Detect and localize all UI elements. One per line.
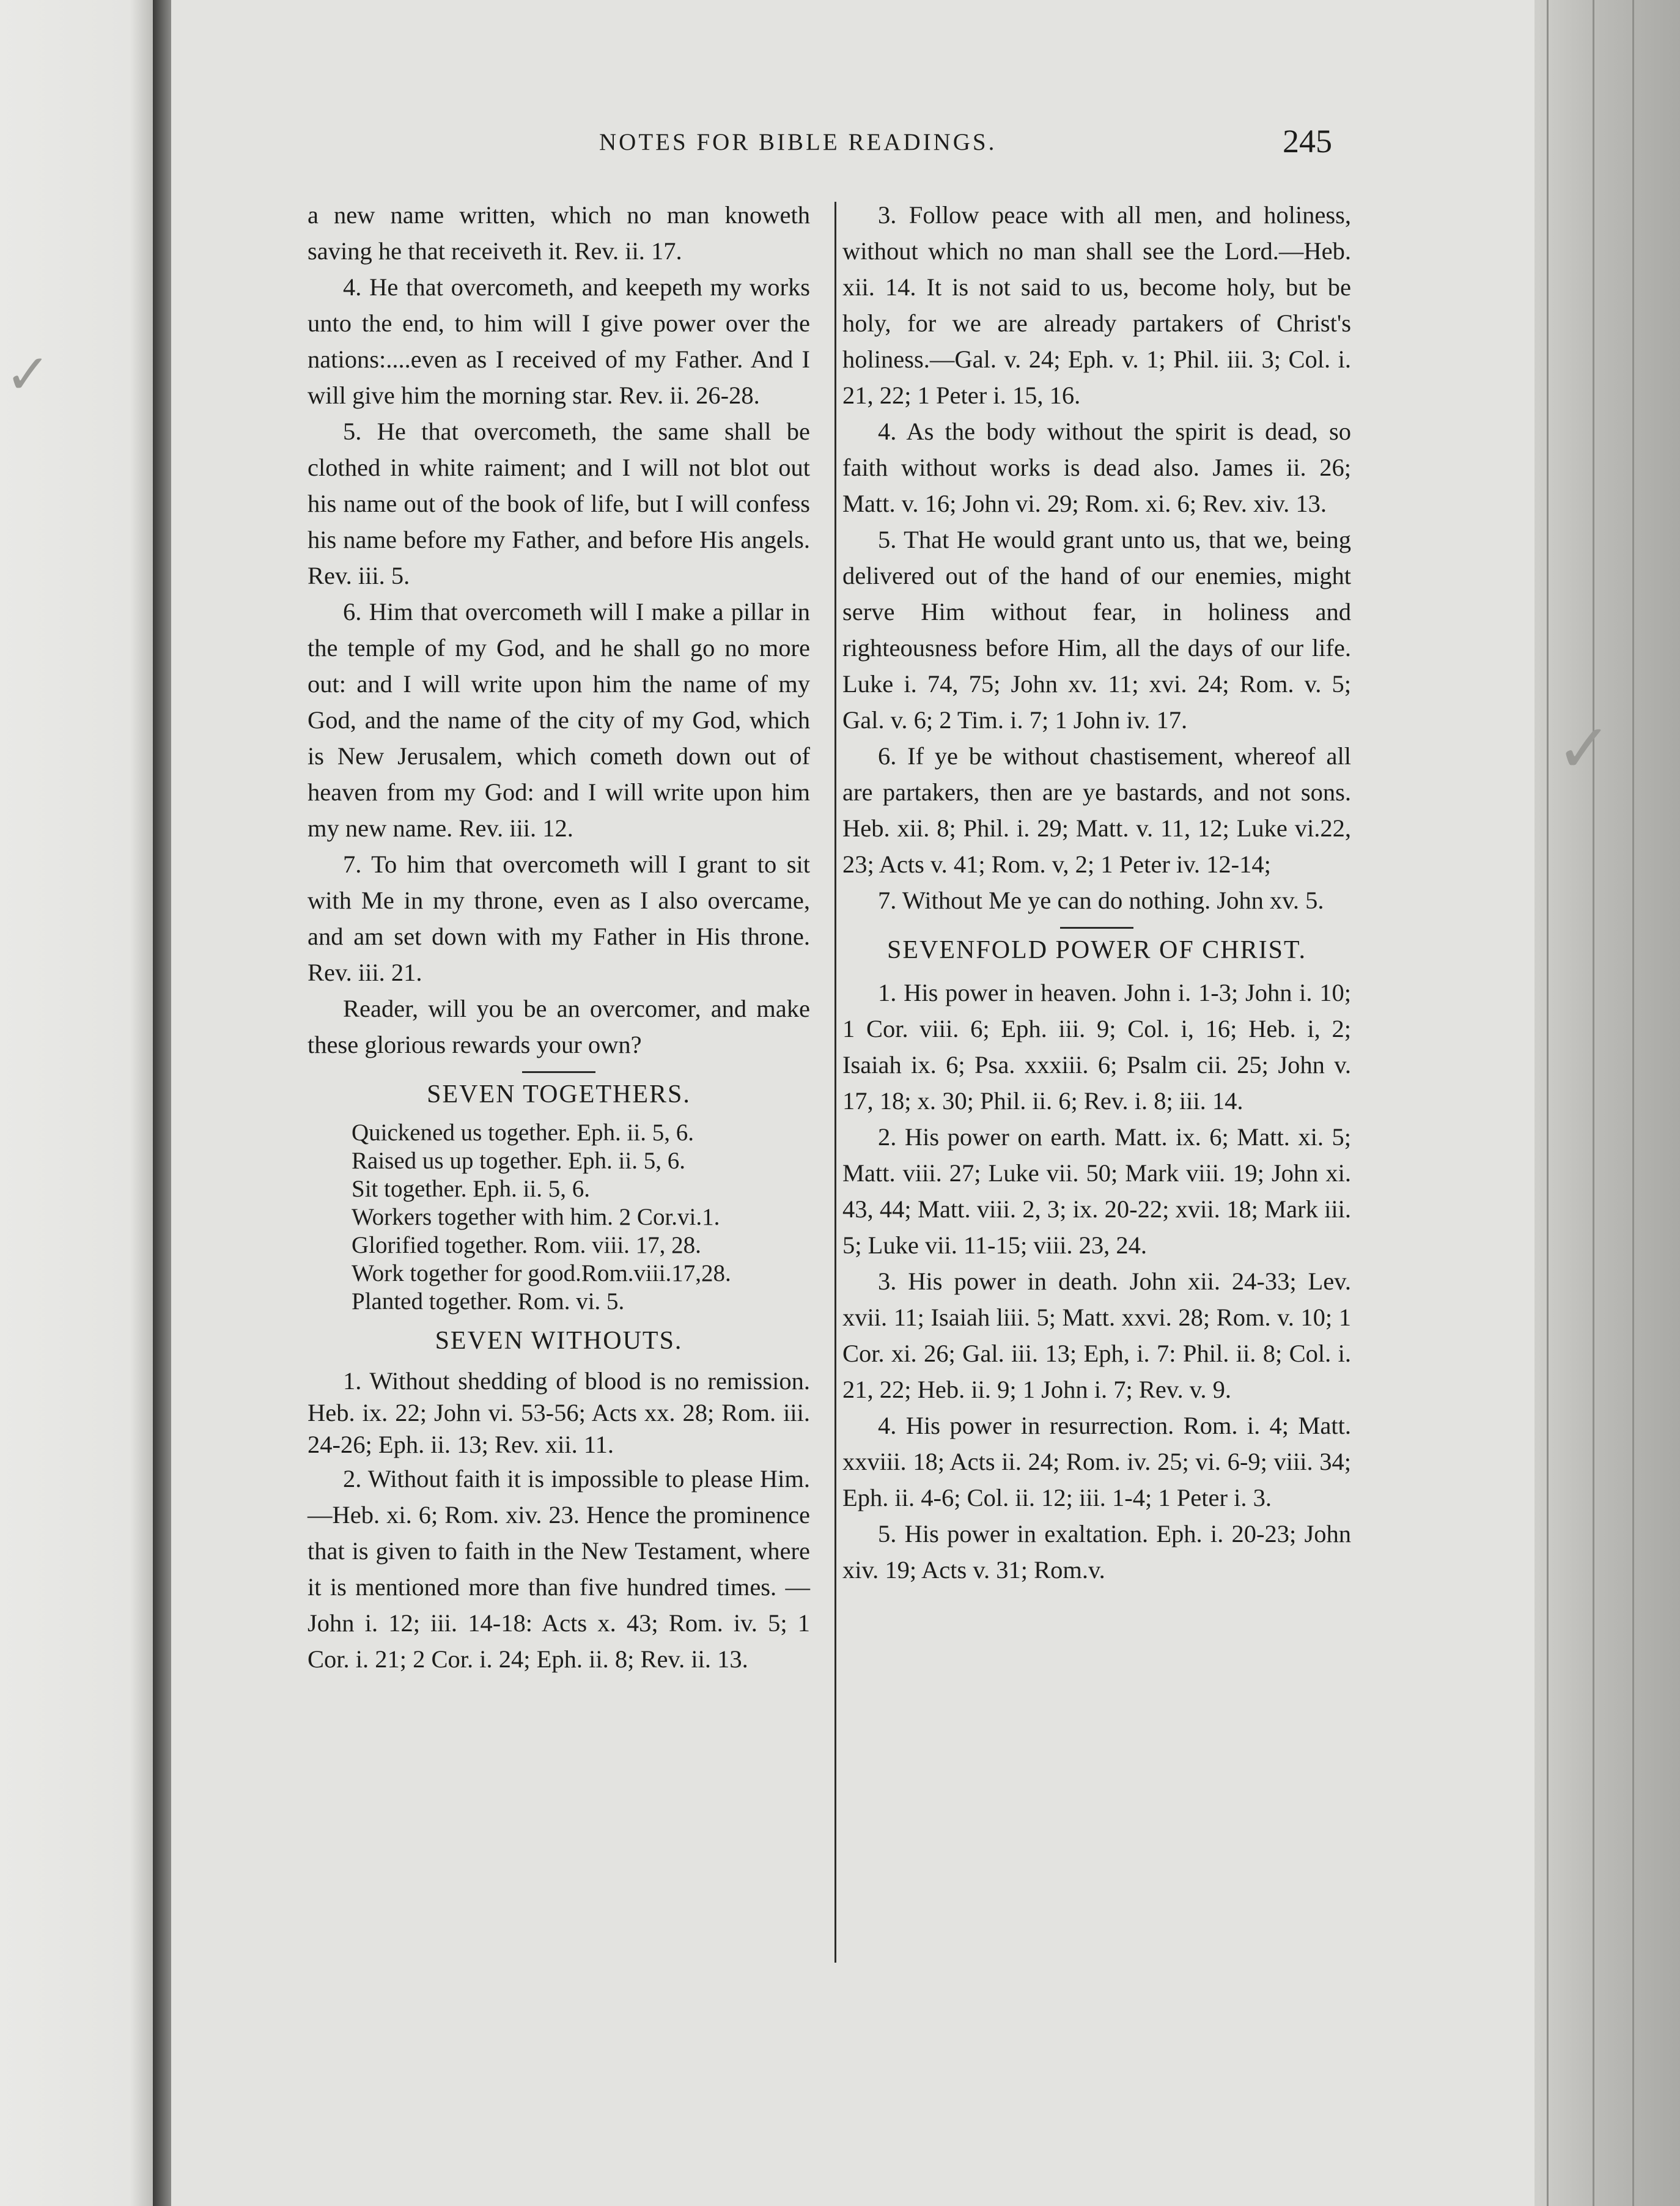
paragraph: Reader, will you be an overcomer, and make these glorious rewards your own? — [308, 995, 810, 1058]
paragraph: 4. As the body without the spirit is dead, so faith without works is dead also. James ii. 26; Matt. v. 16; John vi. 29; Rom. xi. 6; Rev. xiv. 13. — [842, 418, 1351, 517]
list-item: Work together for good.Rom.viii.17,28. — [352, 1260, 731, 1286]
paragraph: 3. Follow peace with all men, and holiness, without which no man shall see the Lord.—Heb. xii. 14. It is not said to us, become holy, but be holy, for we are already partakers of Christ's holiness.—Gal. v. 24; Eph. v. 1; Phil. iii. 3; Col. i. 21, 22; 1 Peter i. 15, 16. — [842, 201, 1351, 409]
list-item: Planted together. Rom. vi. 5. — [352, 1288, 625, 1315]
page-number: 245 — [1283, 123, 1332, 160]
paragraph: 1. His power in heaven. John i. 1-3; John i. 10; 1 Cor. viii. 6; Eph. iii. 9; Col. i, 16; Heb. i, 2; Isaiah ix. 6; Psa. xxxiii. 6; Psalm cii. 25; John v. 17, 18; x. 30; Phil. ii. 6; Rev. i. 8; iii. 14. — [842, 979, 1351, 1115]
facing-page-edge — [0, 0, 153, 2206]
paragraph: 7. To him that overcometh will I grant to sit with Me in my throne, even as I also overcame, and am set down with my Father in His throne. Rev. iii. 21. — [308, 850, 810, 986]
paragraph: 1. Without shedding of blood is no remission. Heb. ix. 22; John vi. 53-56; Acts xx. 28; Rom. iii. 24-26; Eph. ii. 13; Rev. xii. 11. — [308, 1367, 810, 1458]
pencil-check-mark: ✓ — [5, 342, 51, 407]
paragraph: 6. If ye be without chastisement, whereof all are partakers, then are ye bastards, and not sons. Heb. xii. 8; Phil. i. 29; Matt. v. 11, 12; Luke vi.22, 23; Acts v. 41; Rom. v, 2; 1 Peter iv. 12-14; — [842, 742, 1351, 878]
page-edge-line — [1632, 0, 1634, 2206]
section-heading: SEVEN WITHOUTS. — [435, 1327, 683, 1355]
paragraph: 6. Him that overcometh will I make a pillar in the temple of my God, and he shall go no more out: and I will write upon him the name of my God, and the name of the city of my God, which is New Jerusalem, which cometh down out of heaven from my God: and I will write upon him my new name. Rev. iii. 12. — [308, 598, 810, 842]
section-heading: SEVEN TOGETHERS. — [427, 1080, 691, 1109]
paragraph: 5. He that overcometh, the same shall be clothed in white raiment; and I will not blot out his name out of the book of life, but I will confess his name before my Father, and before His angels. Rev. iii. 5. — [308, 418, 810, 589]
paragraph: 5. His power in exaltation. Eph. i. 20-23; John xiv. 19; Acts v. 31; Rom.v. — [842, 1520, 1351, 1584]
paragraph: 7. Without Me ye can do nothing. John xv. 5. — [878, 887, 1324, 914]
list-item: Workers together with him. 2 Cor.vi.1. — [352, 1204, 720, 1230]
book-gutter — [153, 0, 171, 2206]
page-stack-edge — [1534, 0, 1680, 2206]
section-rule — [1060, 927, 1133, 929]
paragraph: 2. Without faith it is impossible to please Him.—Heb. xi. 6; Rom. xiv. 23. Hence the prominence that is given to faith in the New Testament, where it is mentioned more than five hundred times. —John i. 12; iii. 14-18: Acts x. 43; Rom. iv. 5; 1 Cor. i. 21; 2 Cor. i. 24; Eph. ii. 8; Rev. ii. 13. — [308, 1465, 810, 1673]
paragraph: 4. His power in resurrection. Rom. i. 4; Matt. xxviii. 18; Acts ii. 24; Rom. iv. 25; vi. 6-9; viii. 34; Eph. ii. 4-6; Col. ii. 12; iii. 1-4; 1 Peter i. 3. — [842, 1412, 1351, 1511]
paragraph: 2. His power on earth. Matt. ix. 6; Matt. xi. 5; Matt. viii. 27; Luke vii. 50; Mark viii. 19; John xi. 43, 44; Matt. viii. 2, 3; ix. 20-22; xvii. 18; Mark iii. 5; Luke vii. 11-15; viii. 23, 24. — [842, 1123, 1351, 1259]
column-divider — [834, 202, 836, 1963]
list-item: Sit together. Eph. ii. 5, 6. — [352, 1176, 590, 1202]
pencil-check-mark: ✓ — [1556, 709, 1613, 788]
section-rule — [522, 1071, 595, 1073]
togethers-list — [352, 1119, 810, 1316]
left-column — [308, 197, 810, 1677]
running-head: NOTES FOR BIBLE READINGS. — [599, 129, 997, 155]
page-edge-line — [1547, 0, 1549, 2206]
list-item: Raised us up together. Eph. ii. 5, 6. — [352, 1148, 685, 1174]
paragraph: 4. He that overcometh, and keepeth my works unto the end, to him will I give power over the nations:....even as I received of my Father. And I will give him the morning star. Rev. ii. 26-28. — [308, 273, 810, 409]
paragraph: 3. His power in death. John xii. 24-33; Lev. xvii. 11; Isaiah liii. 5; Matt. xxvi. 28; Rom. v. 10; 1 Cor. xi. 26; Gal. iii. 13; Eph, i. 7: Phil. ii. 8; Col. i. 21, 22; Heb. ii. 9; 1 John i. 7; Rev. v. 9. — [842, 1267, 1351, 1403]
paragraph: a new name written, which no man knoweth saving he that receiveth it. Rev. ii. 17. — [308, 201, 810, 265]
page-edge-line — [1593, 0, 1594, 2206]
list-item: Quickened us together. Eph. ii. 5, 6. — [352, 1120, 694, 1146]
list-item: Glorified together. Rom. viii. 17, 28. — [352, 1232, 701, 1258]
section-heading: SEVENFOLD POWER OF CHRIST. — [887, 936, 1306, 964]
paragraph: 5. That He would grant unto us, that we, being delivered out of the hand of our enemies, might serve Him without fear, in holiness and righteousness before Him, all the days of our life. Luke i. 74, 75; John xv. 11; xvi. 24; Rom. v. 5; Gal. v. 6; 2 Tim. i. 7; 1 John iv. 17. — [842, 526, 1351, 734]
right-column — [842, 197, 1351, 1588]
